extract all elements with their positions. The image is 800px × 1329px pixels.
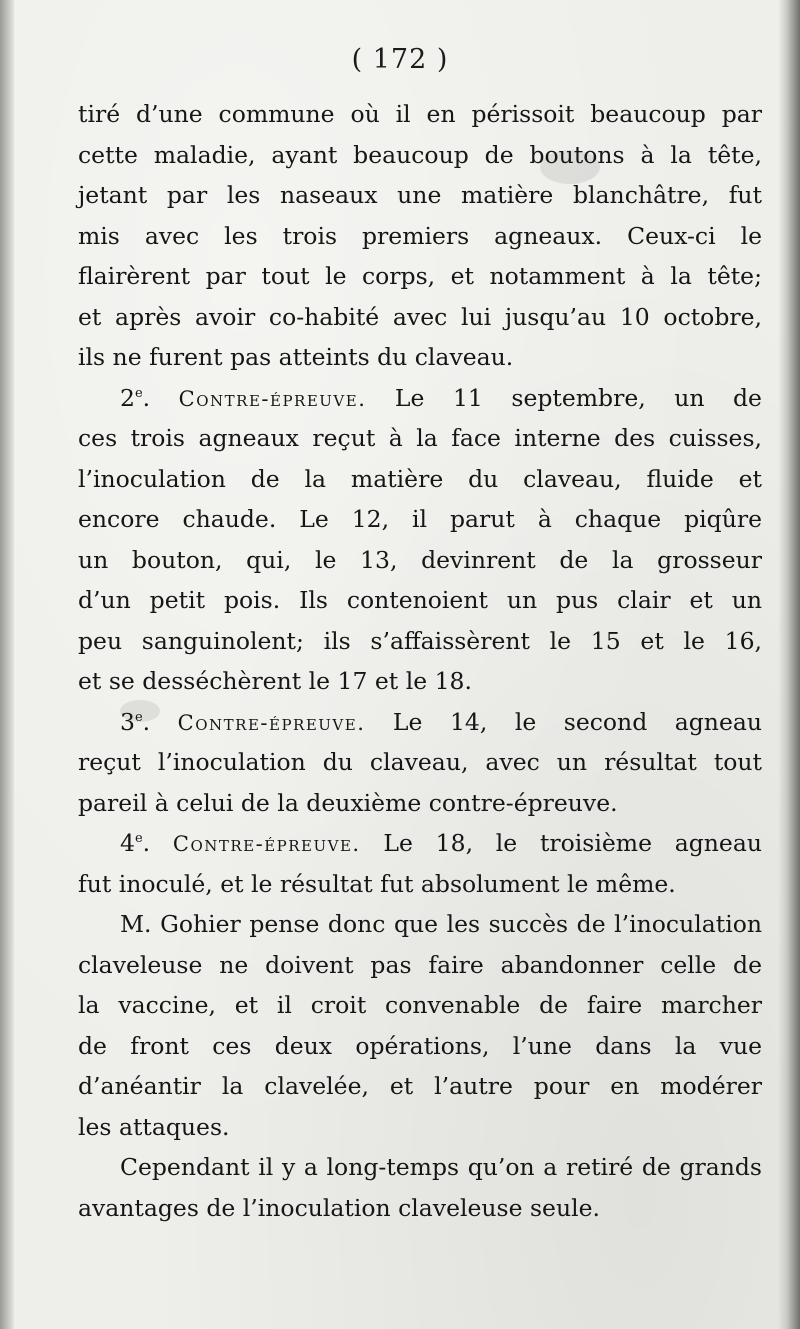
text-line: 3e. Contre-épreuve. Le 14, le second agneau <box>120 707 762 736</box>
text-line: Le 18, le troisième agneau <box>383 829 762 857</box>
text-line: peu sanguinolent; ils s’affaissèrent le 15 et le 16, <box>78 626 762 655</box>
text-line: cette maladie, ayant beaucoup de boutons à la tête, <box>78 140 762 169</box>
body-text <box>78 94 762 1228</box>
ordinal-suffix: e <box>134 831 143 846</box>
paragraph <box>78 94 762 378</box>
section-number: 4 <box>120 829 135 857</box>
paragraph <box>78 702 762 824</box>
paragraph <box>78 1147 762 1228</box>
page-number: ( 172 ) <box>351 44 449 75</box>
text-line: reçut l’inoculation du claveau, avec un résultat tout <box>78 748 762 776</box>
section-heading: Contre-épreuve. <box>172 832 361 856</box>
text-line: encore chaude. Le 12, il parut à chaque piqûre <box>78 505 762 533</box>
section-heading: Contre-épreuve. <box>178 386 367 411</box>
paragraph <box>78 823 762 904</box>
text-line: jetant par les naseaux une matière blanchâtre, fut <box>78 181 762 209</box>
section-heading: Contre-épreuve. <box>177 710 366 735</box>
page-right-edge <box>778 0 800 1329</box>
text-line: tiré d’une commune où il en périssoit beaucoup par <box>78 100 762 128</box>
text-line: les attaques. <box>78 1112 230 1141</box>
text-line: l’inoculation de la matière du claveau, fluide et <box>78 464 762 493</box>
text-line: la vaccine, et il croit convenable de faire marcher <box>78 991 762 1019</box>
text-line: et se desséchèrent le 17 et le 18. <box>78 667 472 695</box>
text-line: ces trois agneaux reçut à la face interne des cuisses, <box>78 424 762 452</box>
text-line: de front ces deux opérations, l’une dans la vue <box>78 1031 762 1060</box>
text-line: mis avec les trois premiers agneaux. Ceux-ci le <box>78 221 762 250</box>
text-line: et après avoir co-habité avec lui jusqu’au 10 octobre, <box>78 302 762 331</box>
text-line: M. Gohier pense donc que les succès de l’inoculation <box>120 910 762 938</box>
text-line: d’anéantir la clavelée, et l’autre pour en modérer <box>78 1072 762 1100</box>
text-line: un bouton, qui, le 13, devinrent de la grosseur <box>78 545 762 574</box>
section-number: 2 <box>120 383 135 412</box>
text-line: pareil à celui de la deuxième contre-épreuve. <box>78 788 618 817</box>
ordinal-suffix: e <box>134 709 143 725</box>
text-line: 2e. Contre-épreuve. Le 11 septembre, un de <box>120 383 762 412</box>
text-line: avantages de l’inoculation claveleuse seule. <box>78 1193 600 1222</box>
text-line: Cependant il y a long-temps qu’on a retiré de grands <box>120 1153 762 1181</box>
text-line: ils ne furent pas atteints du claveau. <box>78 343 514 371</box>
paragraph <box>78 378 762 702</box>
paragraph <box>78 904 762 1147</box>
ordinal-suffix: e <box>134 385 143 401</box>
text-line: Le 11 septembre, un de <box>394 383 762 412</box>
text-line: claveleuse ne doivent pas faire abandonner celle de <box>78 950 762 979</box>
page-left-edge <box>0 0 14 1329</box>
text-line: fut inoculé, et le résultat fut absolument le même. <box>78 869 676 898</box>
text-line: flairèrent par tout le corps, et notamment à la tête; <box>78 262 762 290</box>
text-line: 4e. Contre-épreuve. Le 18, le troisième agneau <box>120 829 762 857</box>
text-line: Le 14, le second agneau <box>392 707 762 736</box>
text-line: d’un petit pois. Ils contenoient un pus clair et un <box>78 586 762 614</box>
section-number: 3 <box>120 707 135 736</box>
